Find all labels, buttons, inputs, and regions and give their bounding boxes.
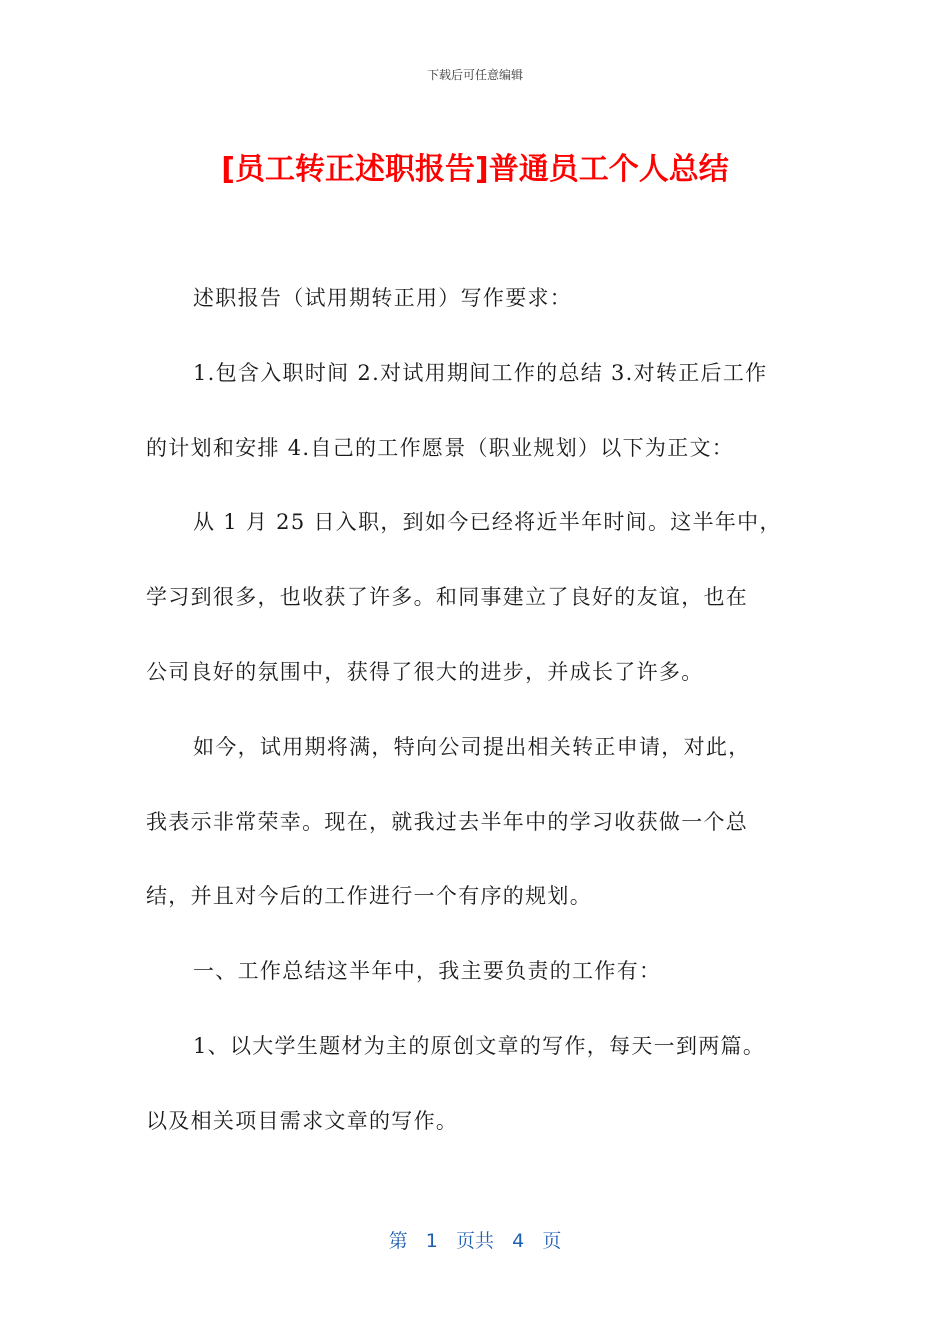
footer-prefix: 第	[388, 1230, 408, 1252]
paragraph-line: 从 1 月 25 日入职，到如今已经将近半年时间。这半年中，	[193, 510, 782, 535]
paragraph-line: 1.包含入职时间 2.对试用期间工作的总结 3.对转正后工作	[193, 360, 768, 385]
footer-page-number: 1	[425, 1230, 438, 1252]
footer-suffix: 页	[542, 1230, 562, 1252]
paragraph-line: 的计划和安排 4.自己的工作愿景（职业规划）以下为正文：	[146, 435, 735, 460]
footer-middle: 页共	[455, 1230, 494, 1252]
paragraph-line: 我表示非常荣幸。现在，就我过去半年中的学习收获做一个总	[146, 809, 749, 834]
page-footer	[0, 1226, 950, 1253]
paragraph-line: 以及相关项目需求文章的写作。	[146, 1108, 459, 1133]
document-title: [员工转正述职报告]普通员工个人总结	[221, 152, 729, 187]
document-body	[146, 278, 806, 1176]
footer-total-pages: 4	[512, 1230, 525, 1252]
paragraph-line: 1、以大学生题材为主的原创文章的写作，每天一到两篇。	[193, 1033, 766, 1058]
header-note: 下载后可任意编辑	[426, 68, 523, 82]
paragraph-line: 一、工作总结这半年中，我主要负责的工作有：	[193, 959, 662, 984]
paragraph-line: 结，并且对今后的工作进行一个有序的规划。	[146, 884, 592, 909]
paragraph-line: 如今，试用期将满，特向公司提出相关转正申请，对此，	[193, 734, 751, 759]
paragraph-line: 公司良好的氛围中，获得了很大的进步，并成长了许多。	[146, 659, 704, 684]
paragraph-line: 学习到很多，也收获了许多。和同事建立了良好的友谊，也在	[146, 585, 749, 610]
paragraph-line: 述职报告（试用期转正用）写作要求：	[193, 286, 573, 310]
